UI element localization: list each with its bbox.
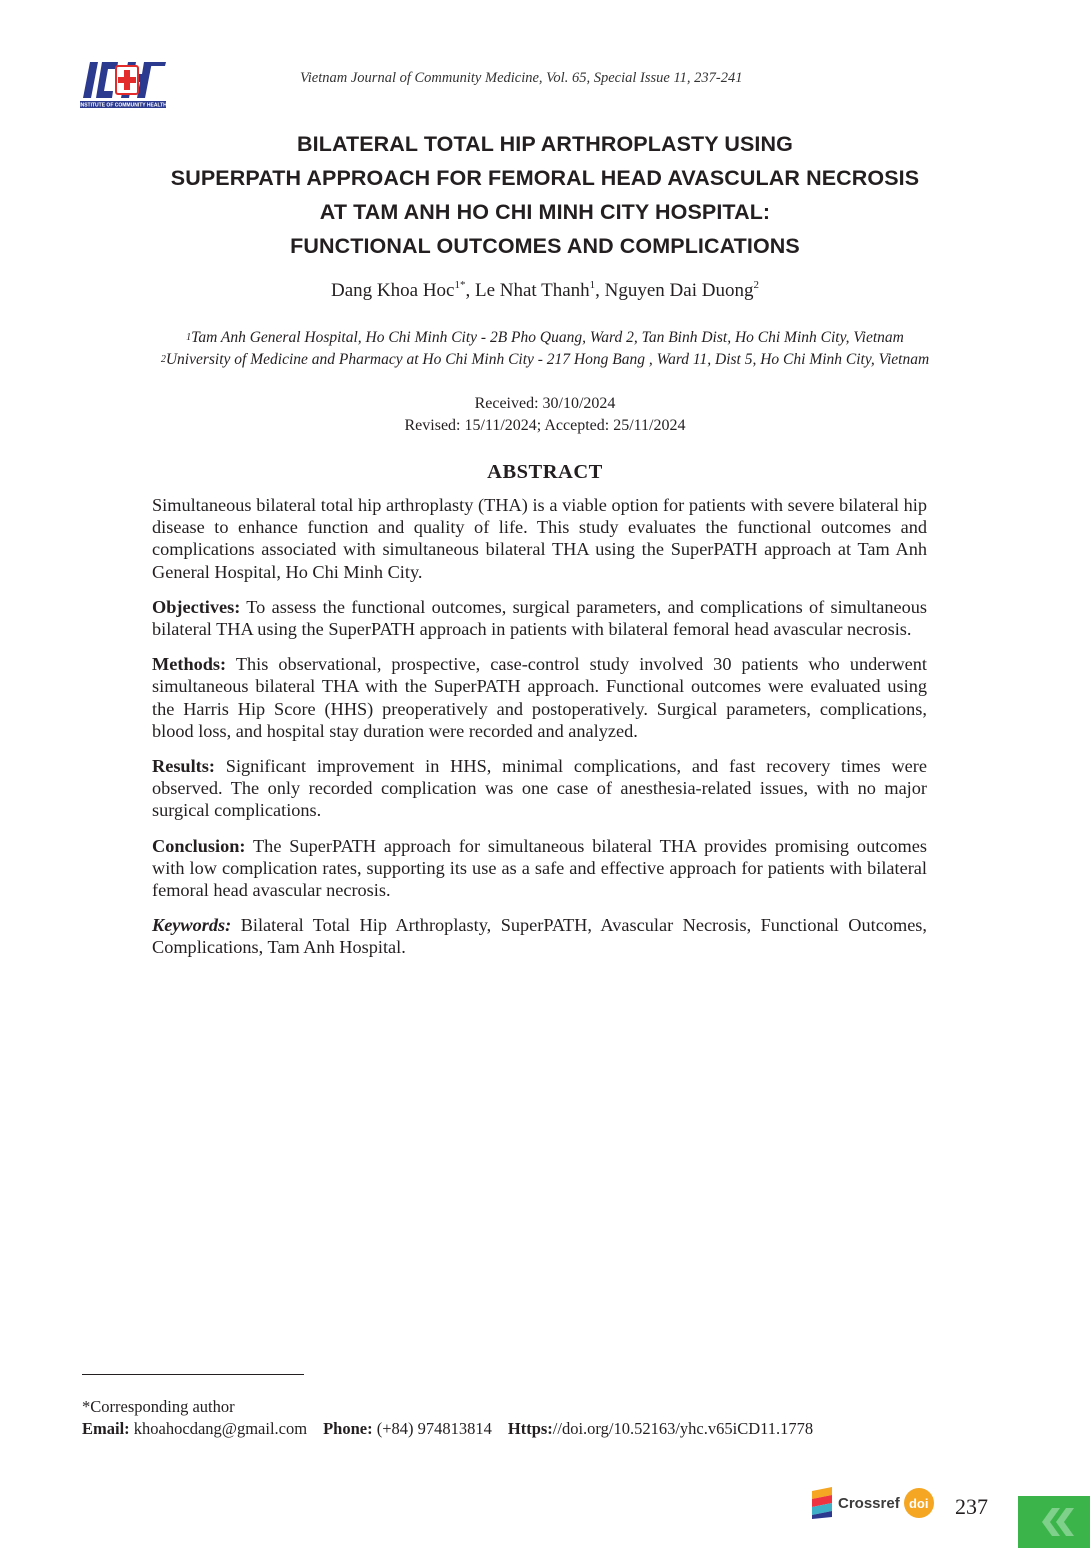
abstract-body bbox=[152, 494, 927, 972]
email-label: Email: bbox=[82, 1419, 130, 1438]
crossref-icon bbox=[810, 1487, 834, 1519]
author-affil-sup: 1* bbox=[454, 279, 466, 291]
footnote-divider bbox=[82, 1374, 304, 1375]
author-name: Nguyen Dai Duong bbox=[604, 280, 754, 301]
author-name: Dang Khoa Hoc bbox=[331, 280, 455, 301]
double-chevron-left-icon bbox=[1018, 1496, 1090, 1548]
section-label: Conclusion: bbox=[152, 835, 246, 856]
author-name: Le Nhat Thanh bbox=[474, 280, 590, 301]
title-line: FUNCTIONAL OUTCOMES AND COMPLICATIONS bbox=[290, 234, 800, 258]
section-text: To assess the functional outcomes, surgical parameters, and complications of simultaneous bilateral THA using the SuperPATH approach in patients with bilateral femoral head avascular necrosis. bbox=[152, 596, 927, 640]
page-number: 237 bbox=[955, 1494, 988, 1519]
phone-number: (+84) 974813814 bbox=[376, 1419, 492, 1438]
affiliation bbox=[40, 327, 1050, 349]
affiliation-sup: 2 bbox=[160, 354, 166, 365]
keywords-label: Keywords: bbox=[152, 915, 232, 936]
section-label: Results: bbox=[152, 756, 215, 777]
email-link[interactable]: khoahocdang@gmail.com bbox=[133, 1419, 308, 1438]
title-line: AT TAM ANH HO CHI MINH CITY HOSPITAL: bbox=[319, 200, 771, 224]
affiliation-list bbox=[40, 327, 1050, 371]
phone-label: Phone: bbox=[323, 1419, 373, 1438]
https-label: Https: bbox=[507, 1419, 553, 1438]
affiliation-text: University of Medicine and Pharmacy at Ho Chi Minh City - 217 Hong Bang , Ward 11, Dist 5, Ho Chi Minh City, Vietnam bbox=[165, 351, 930, 368]
abstract-conclusion bbox=[152, 835, 927, 902]
abstract-intro: Simultaneous bilateral total hip arthroplasty (THA) is a viable option for patients with severe bilateral hip disease to enhance function and quality of life. This study evaluates the functional outcomes and complications associated with simultaneous bilateral THA using the SuperPATH approach at Tam Anh General Hospital, Ho Chi Minh City. bbox=[152, 495, 927, 582]
title-line: BILATERAL TOTAL HIP ARTHROPLASTY USING bbox=[297, 132, 793, 156]
author-affil-sup: 1 bbox=[589, 279, 596, 291]
submission-dates bbox=[60, 393, 1030, 437]
revised-accepted-date: Revised: 15/11/2024; Accepted: 25/11/2024 bbox=[404, 417, 686, 434]
abstract-keywords bbox=[152, 914, 927, 958]
contact-line bbox=[82, 1418, 1032, 1440]
doi-icon: doi bbox=[904, 1488, 934, 1518]
paper-title bbox=[60, 127, 1030, 263]
page-tab bbox=[1018, 1496, 1090, 1548]
abstract-objectives bbox=[152, 596, 927, 640]
section-label: Methods: bbox=[152, 654, 227, 675]
abstract-heading: ABSTRACT bbox=[487, 461, 603, 483]
affiliation-sup: 1 bbox=[186, 332, 192, 343]
logo-text: INSTITUTE OF COMMUNITY HEALTH bbox=[80, 102, 167, 109]
abstract-methods bbox=[152, 653, 927, 742]
corresponding-author-note: *Corresponding author bbox=[82, 1397, 235, 1416]
received-date: Received: 30/10/2024 bbox=[474, 395, 616, 412]
author-affil-sup: 2 bbox=[753, 279, 759, 291]
footnote bbox=[82, 1396, 1032, 1440]
title-line: SUPERPATH APPROACH FOR FEMORAL HEAD AVASCULAR NECROSIS bbox=[170, 166, 920, 190]
author-list: Dang Khoa Hoc$^{1*}$, Le Nhat Thanh$^1$, Nguyen Dai Duong$^2$ bbox=[331, 279, 759, 301]
keywords-text: Bilateral Total Hip Arthroplasty, SuperPATH, Avascular Necrosis, Functional Outcomes, Complications, Tam Anh Hospital. bbox=[152, 915, 927, 958]
section-text: The SuperPATH approach for simultaneous bilateral THA provides promising outcomes with low complication rates, supporting its use as a safe and effective approach for patients with bilateral femoral head avascular necrosis. bbox=[152, 835, 927, 901]
affiliation-text: Tam Anh General Hospital, Ho Chi Minh City - 2B Pho Quang, Ward 2, Tan Binh Dist, Ho Chi Minh City, Vietnam bbox=[191, 329, 904, 346]
abstract-results bbox=[152, 755, 927, 822]
section-text: Significant improvement in HHS, minimal complications, and fast recovery times were observed. The only recorded complication was one case of anesthesia-related issues, with no major surgical complications. bbox=[152, 756, 927, 821]
section-label: Objectives: bbox=[152, 596, 241, 617]
crossref-doi-badge[interactable] bbox=[810, 1483, 934, 1523]
journal-citation: Vietnam Journal of Community Medicine, Vol. 65, Special Issue 11, 237-241 bbox=[300, 70, 743, 86]
affiliation bbox=[40, 349, 1050, 371]
section-text: This observational, prospective, case-control study involved 30 patients who underwent simultaneous bilateral THA with the SuperPATH approach. Functional outcomes were evaluated using the Harris Hip Score (HHS) preoperatively and postoperatively. Surgical parameters, complications, blood loss, and hospital stay duration were recorded and analyzed. bbox=[152, 654, 927, 741]
crossref-text: Crossref bbox=[838, 1494, 900, 1512]
doi-link[interactable]: //doi.org/10.52163/yhc.v65iCD11.1778 bbox=[552, 1419, 814, 1438]
ich-logo-icon bbox=[80, 60, 168, 110]
